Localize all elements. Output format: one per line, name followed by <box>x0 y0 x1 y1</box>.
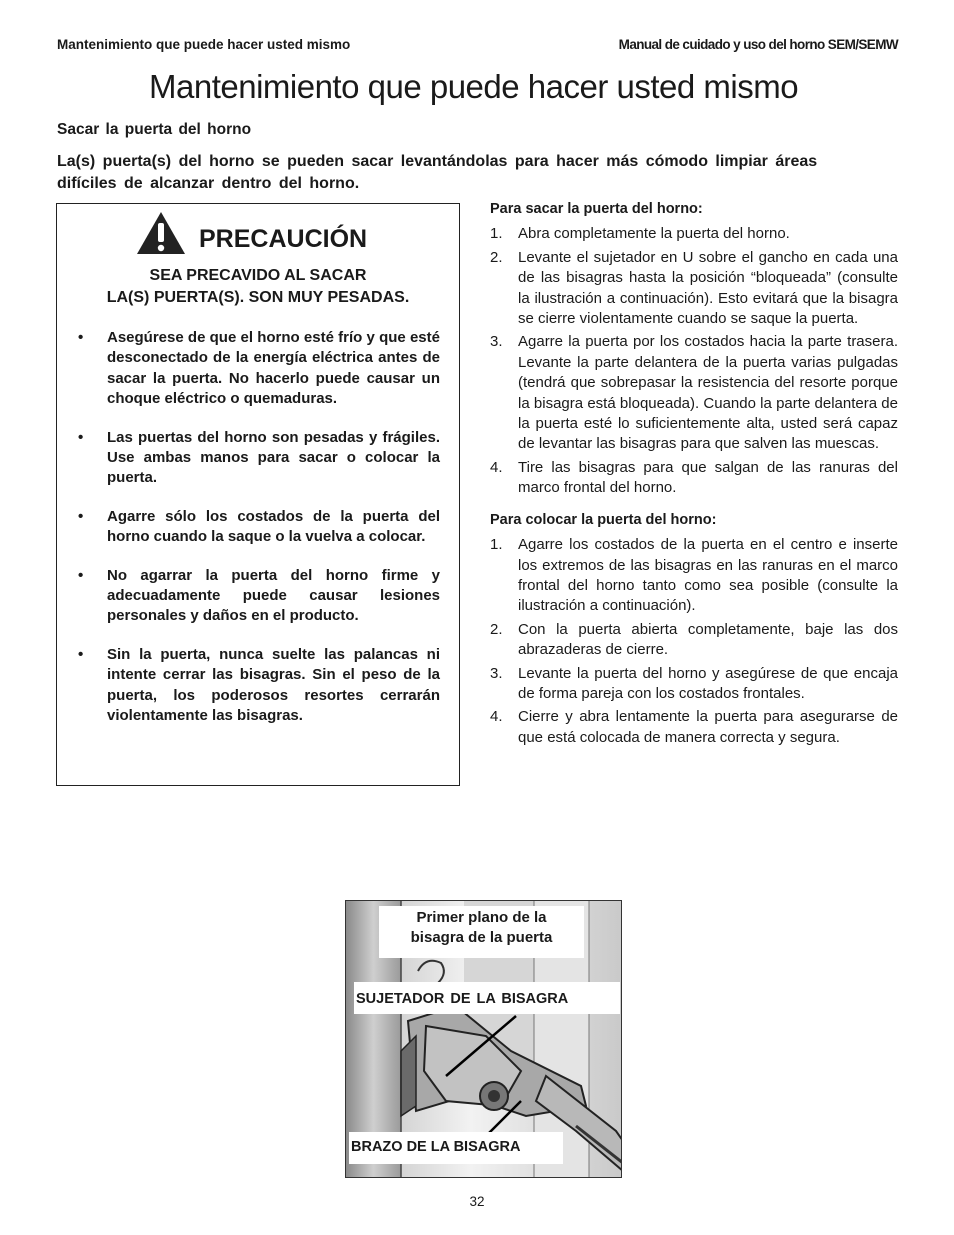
figure-label-hinge-lock: SUJETADOR DE LA BISAGRA <box>354 982 620 1014</box>
step-number: 3. <box>490 664 503 682</box>
step-number: 4. <box>490 458 503 476</box>
bullet-icon: • <box>78 566 84 584</box>
running-header-right: Manual de cuidado y uso del horno SEM/SEMW <box>618 37 898 52</box>
caution-item-text: Las puertas del horno son pesadas y frágiles. Use ambas manos para sacar o colocar la puerta. <box>107 428 440 487</box>
step-number: 1. <box>490 225 503 243</box>
caution-item <box>78 566 440 627</box>
caution-item-text: No agarrar la puerta del horno firme y adecuadamente puede causar lesiones personales y daños en el producto. <box>107 566 440 625</box>
remove-steps <box>490 224 898 498</box>
running-header-left: Mantenimiento que puede hacer usted mismo <box>57 37 351 52</box>
page-title: Mantenimiento que puede hacer usted mismo <box>149 68 799 105</box>
step-number: 2. <box>490 620 503 638</box>
step-text: Abra completamente la puerta del horno. <box>518 225 790 243</box>
caution-item <box>78 645 440 727</box>
step-item <box>490 332 898 454</box>
step-text: Cierre y abra lentamente la puerta para asegurarse de que está colocada de manera correcta y segura. <box>518 708 898 746</box>
caution-item-text: Asegúrese de que el horno esté frío y que esté desconectado de la energía eléctrica antes de sacar la puerta. No hacerlo puede causar un choque eléctrico o quemaduras. <box>107 329 440 408</box>
hinge-illustration <box>345 900 622 1178</box>
page-number: 32 <box>469 1194 485 1209</box>
step-text: Con la puerta abierta completamente, baje las dos abrazaderas de cierre. <box>518 620 898 659</box>
step-text: Tire las bisagras para que salgan de las ranuras del marco frontal del horno. <box>518 458 898 497</box>
section-title: Sacar la puerta del horno <box>57 121 252 138</box>
caution-header <box>135 210 367 256</box>
caution-subtitle-line: LA(S) PUERTA(S). SON MUY PESADAS. <box>106 289 410 306</box>
step-number: 1. <box>490 536 503 554</box>
caution-list <box>78 328 440 745</box>
step-item <box>490 707 898 748</box>
step-item <box>490 535 898 617</box>
install-steps <box>490 535 898 748</box>
instructions-column <box>490 199 898 759</box>
step-text: Agarre la puerta por los costados hacia la parte trasera. Levante la parte delantera de la puerta varias pulgadas (tendrá que sobrepasar la resistencia del resorte porque la bisagra está bloqueada). Cuando la parte delantera de la puerta esté lo suficientemente alta, usted será capaz de levantar las bisagras para que salven las muescas. <box>518 333 898 453</box>
step-number: 4. <box>490 708 503 726</box>
bullet-icon: • <box>78 428 84 446</box>
figure-label-hinge-arm: BRAZO DE LA BISAGRA <box>349 1132 563 1164</box>
step-item <box>490 248 898 330</box>
caution-item <box>78 507 440 548</box>
step-item <box>490 224 898 244</box>
step-item <box>490 620 898 661</box>
bullet-icon: • <box>78 329 84 346</box>
intro-paragraph: La(s) puerta(s) del horno se pueden sacar levantándolas para hacer más cómodo limpiar áreas difíciles de alcanzar dentro del horno. <box>57 153 818 192</box>
step-number: 2. <box>490 248 503 266</box>
step-item <box>490 458 898 499</box>
step-number: 3. <box>490 333 503 351</box>
bullet-icon: • <box>78 507 84 525</box>
figure-label-line: Primer plano de la <box>416 909 547 926</box>
caution-subtitle <box>57 265 459 309</box>
step-text: Levante el sujetador en U sobre el gancho en cada una de las bisagras hasta la posición “bloqueada” (consulte la ilustración a continuación). Esto evitará que la bisagra se cierre violentamente cuando se saque la puerta. <box>518 248 898 328</box>
caution-item-text: Sin la puerta, nunca suelte las palancas ni intente cerrar las bisagras. Sin el peso de la puerta, los poderosos resortes cerrarán violentamente las bisagras. <box>107 645 440 725</box>
figure-label-line: bisagra de la puerta <box>410 929 553 946</box>
step-item <box>490 664 898 705</box>
caution-subtitle-line: SEA PRECAVIDO AL SACAR <box>149 267 367 284</box>
bullet-icon: • <box>78 645 84 663</box>
step-text: Agarre los costados de la puerta en el centro e inserte los extremos de las bisagras en las ranuras en el marco frontal del horno tanto como sea posible (consulte la ilustración a continuación). <box>518 536 898 615</box>
remove-heading: Para sacar la puerta del horno: <box>490 201 703 217</box>
caution-item <box>78 428 440 489</box>
warning-triangle-icon <box>135 210 187 256</box>
caution-item <box>78 328 440 410</box>
step-text: Levante la puerta del horno y asegúrese de que encaja de forma pareja con los costados frontales. <box>518 664 898 702</box>
install-heading: Para colocar la puerta del horno: <box>490 511 717 528</box>
caution-title: PRECAUCIÓN <box>199 224 368 253</box>
caution-box <box>56 203 460 786</box>
figure-label-closeup <box>379 906 584 958</box>
caution-item-text: Agarre sólo los costados de la puerta del horno cuando la saque o la vuelva a colocar. <box>107 507 440 546</box>
